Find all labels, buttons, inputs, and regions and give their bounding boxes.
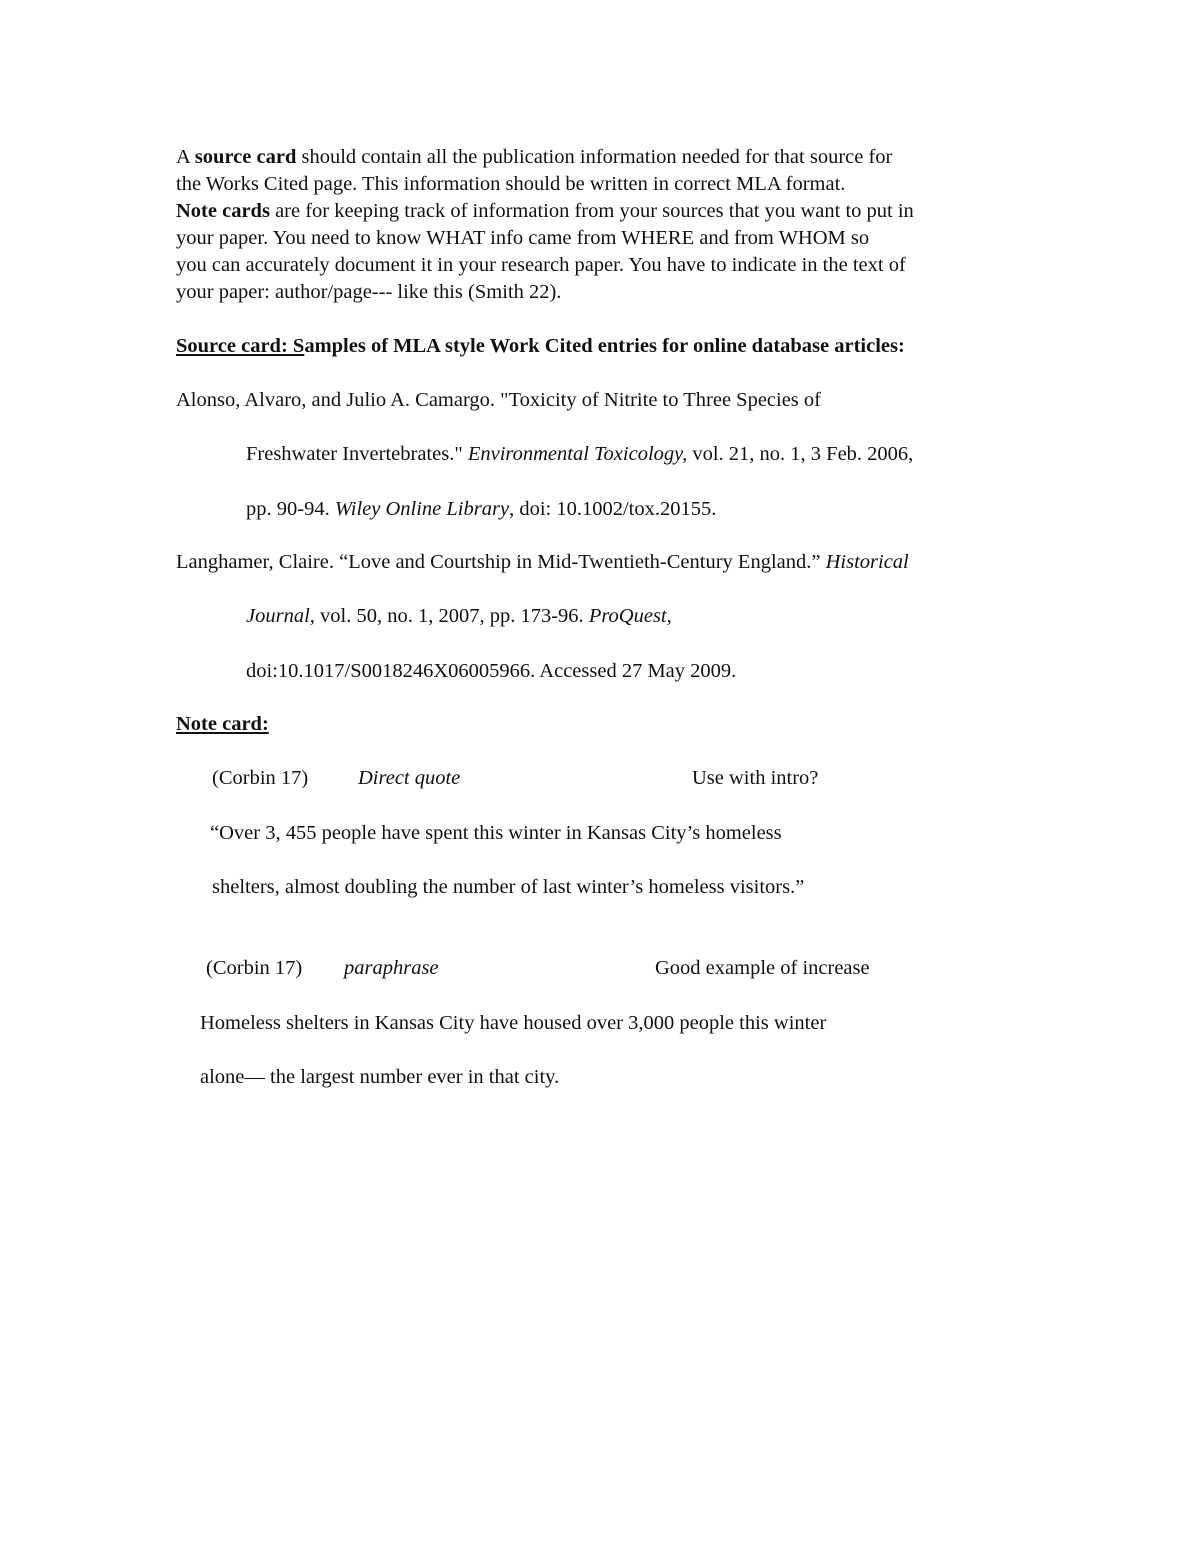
journal-title: Historical (825, 551, 909, 573)
database-title: Wiley Online Library (334, 498, 510, 520)
note1-use: Use with intro? (692, 767, 819, 789)
database-title: ProQuest (588, 605, 667, 627)
entry1-line-2 (246, 444, 913, 465)
source-card-heading (176, 336, 905, 357)
note1-citation: (Corbin 17) (212, 767, 309, 789)
intro-line-3 (176, 201, 914, 222)
note2-citation: (Corbin 17) (206, 957, 303, 979)
note1-type: Direct quote (358, 767, 461, 789)
intro-line-5: you can accurately document it in your research paper. You have to indicate in the text of (176, 254, 906, 276)
entry1-line-1: Alonso, Alvaro, and Julio A. Camargo. "Toxicity of Nitrite to Three Species of (176, 389, 821, 411)
entry-text: , (666, 605, 672, 627)
entry2-line-3: doi:10.1017/S0018246X06005966. Accessed 27 May 2009. (246, 660, 737, 682)
intro-line-6: your paper: author/page--- like this (Smith 22). (176, 281, 562, 303)
source-card-heading-rest: amples of MLA style Work Cited entries for online database articles: (304, 335, 905, 357)
journal-title: Journal (246, 605, 310, 627)
intro-line-2: the Works Cited page. This information should be written in correct MLA format. (176, 173, 846, 195)
entry-text: , doi: 10.1002/tox.20155. (509, 498, 717, 520)
note-cards-term: Note cards (176, 200, 270, 222)
entry2-line-2 (246, 606, 672, 627)
journal-title: Environmental Toxicology, (467, 443, 688, 465)
note2-use: Good example of increase (655, 957, 870, 979)
note1-line-1: “Over 3, 455 people have spent this winter in Kansas City’s homeless (210, 822, 782, 844)
source-card-heading-underlined: Source card: S (176, 335, 305, 357)
note2-type: paraphrase (344, 957, 439, 979)
entry-text: Freshwater Invertebrates." (246, 443, 468, 465)
note2-line-2: alone— the largest number ever in that city. (200, 1066, 560, 1088)
entry-text: , vol. 50, no. 1, 2007, pp. 173-96. (309, 605, 589, 627)
note1-line-2: shelters, almost doubling the number of last winter’s homeless visitors.” (212, 876, 805, 898)
entry-text: Langhamer, Claire. “Love and Courtship in Mid-Twentieth-Century England.” (176, 551, 826, 573)
entry1-line-3 (246, 499, 716, 520)
entry2-line-1 (176, 552, 909, 573)
note2-line-1: Homeless shelters in Kansas City have housed over 3,000 people this winter (200, 1012, 827, 1034)
intro-text: should contain all the publication information needed for that source for (296, 146, 893, 168)
intro-line-1 (176, 147, 892, 168)
entry-text: vol. 21, no. 1, 3 Feb. 2006, (687, 443, 914, 465)
intro-line-4: your paper. You need to know WHAT info came from WHERE and from WHOM so (176, 227, 870, 249)
intro-text: are for keeping track of information from your sources that you want to put in (269, 200, 914, 222)
intro-text: A (176, 146, 195, 168)
entry-text: pp. 90-94. (246, 498, 335, 520)
source-card-term: source card (194, 146, 297, 168)
note-card-heading: Note card: (176, 713, 269, 735)
